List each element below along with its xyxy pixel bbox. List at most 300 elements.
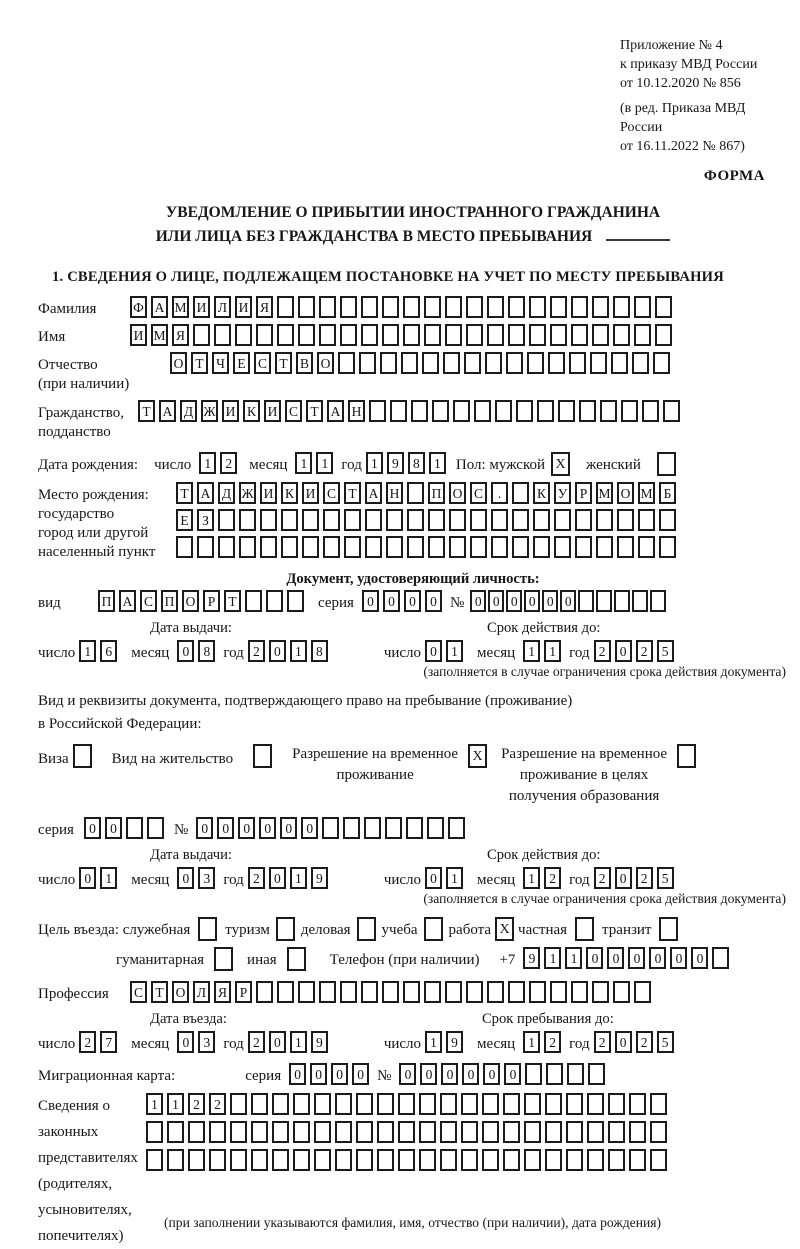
char-box[interactable]: 1: [523, 1031, 540, 1053]
char-box[interactable]: Ж: [201, 400, 218, 422]
char-box[interactable]: 0: [259, 817, 276, 839]
char-box[interactable]: 1: [79, 640, 96, 662]
birthplace-input-row-1[interactable]: [176, 482, 680, 504]
char-box[interactable]: [281, 509, 298, 531]
char-box[interactable]: [550, 981, 567, 1003]
char-box[interactable]: [503, 1121, 520, 1143]
char-box[interactable]: 0: [217, 817, 234, 839]
char-box[interactable]: 0: [615, 1031, 632, 1053]
char-box[interactable]: [302, 536, 319, 558]
char-box[interactable]: [323, 509, 340, 531]
migration-series-input[interactable]: [289, 1063, 373, 1085]
char-box[interactable]: [495, 400, 512, 422]
char-box[interactable]: [314, 1093, 331, 1115]
char-box[interactable]: 1: [167, 1093, 184, 1115]
residence-permit-checkbox[interactable]: [253, 744, 272, 768]
char-box[interactable]: [592, 296, 609, 318]
char-box[interactable]: [422, 352, 439, 374]
char-box[interactable]: [608, 1149, 625, 1171]
char-box[interactable]: [550, 296, 567, 318]
char-box[interactable]: [256, 324, 273, 346]
char-box[interactable]: 0: [470, 590, 486, 612]
char-box[interactable]: 2: [636, 640, 653, 662]
char-box[interactable]: [256, 981, 273, 1003]
char-box[interactable]: 2: [594, 1031, 611, 1053]
char-box[interactable]: Р: [203, 590, 220, 612]
char-box[interactable]: [487, 324, 504, 346]
char-box[interactable]: А: [159, 400, 176, 422]
char-box[interactable]: А: [365, 482, 382, 504]
char-box[interactable]: [634, 296, 651, 318]
char-box[interactable]: [126, 817, 143, 839]
char-box[interactable]: [319, 981, 336, 1003]
char-box[interactable]: [529, 324, 546, 346]
char-box[interactable]: [487, 296, 504, 318]
char-box[interactable]: [147, 817, 164, 839]
doc-type-input[interactable]: [98, 590, 308, 612]
char-box[interactable]: 0: [586, 947, 603, 969]
char-box[interactable]: 2: [248, 640, 265, 662]
char-box[interactable]: П: [98, 590, 115, 612]
char-box[interactable]: 6: [100, 640, 117, 662]
char-box[interactable]: [546, 1063, 563, 1085]
char-box[interactable]: [356, 1093, 373, 1115]
permit-valid-year-input[interactable]: [594, 867, 678, 889]
char-box[interactable]: [638, 536, 655, 558]
char-box[interactable]: [377, 1149, 394, 1171]
char-box[interactable]: [545, 1093, 562, 1115]
purpose-official-checkbox[interactable]: [198, 917, 217, 941]
char-box[interactable]: [566, 1149, 583, 1171]
char-box[interactable]: [592, 981, 609, 1003]
char-box[interactable]: [281, 536, 298, 558]
char-box[interactable]: 2: [594, 640, 611, 662]
char-box[interactable]: [272, 1149, 289, 1171]
char-box[interactable]: [566, 1093, 583, 1115]
char-box[interactable]: Б: [659, 482, 676, 504]
visa-checkbox[interactable]: [73, 744, 92, 768]
char-box[interactable]: [419, 1093, 436, 1115]
char-box[interactable]: [361, 296, 378, 318]
char-box[interactable]: [558, 400, 575, 422]
char-box[interactable]: [524, 1093, 541, 1115]
char-box[interactable]: [537, 400, 554, 422]
char-box[interactable]: [419, 1149, 436, 1171]
char-box[interactable]: [629, 1149, 646, 1171]
char-box[interactable]: [567, 1063, 584, 1085]
char-box[interactable]: [596, 509, 613, 531]
char-box[interactable]: [638, 509, 655, 531]
entry-day-input[interactable]: [79, 1031, 121, 1053]
char-box[interactable]: [260, 509, 277, 531]
char-box[interactable]: Ж: [239, 482, 256, 504]
char-box[interactable]: [176, 536, 193, 558]
sex-female-checkbox[interactable]: [657, 452, 676, 476]
char-box[interactable]: [214, 324, 231, 346]
char-box[interactable]: [432, 400, 449, 422]
char-box[interactable]: [319, 324, 336, 346]
entry-year-input[interactable]: [248, 1031, 332, 1053]
char-box[interactable]: [298, 324, 315, 346]
char-box[interactable]: Т: [138, 400, 155, 422]
char-box[interactable]: [445, 981, 462, 1003]
char-box[interactable]: 1: [565, 947, 582, 969]
permit-valid-month-input[interactable]: [523, 867, 565, 889]
char-box[interactable]: А: [197, 482, 214, 504]
char-box[interactable]: [356, 1149, 373, 1171]
char-box[interactable]: [453, 400, 470, 422]
char-box[interactable]: 2: [248, 1031, 265, 1053]
char-box[interactable]: 1: [429, 452, 446, 474]
char-box[interactable]: Н: [348, 400, 365, 422]
char-box[interactable]: 0: [615, 867, 632, 889]
id-issue-month-input[interactable]: [177, 640, 219, 662]
char-box[interactable]: [403, 981, 420, 1003]
char-box[interactable]: [632, 352, 649, 374]
char-box[interactable]: Е: [176, 509, 193, 531]
given-name-input[interactable]: [130, 324, 676, 346]
char-box[interactable]: 0: [560, 590, 576, 612]
char-box[interactable]: [554, 509, 571, 531]
char-box[interactable]: [146, 1149, 163, 1171]
char-box[interactable]: [364, 817, 381, 839]
char-box[interactable]: [588, 1063, 605, 1085]
char-box[interactable]: Р: [235, 981, 252, 1003]
char-box[interactable]: 1: [290, 867, 307, 889]
char-box[interactable]: 0: [542, 590, 558, 612]
char-box[interactable]: [344, 509, 361, 531]
char-box[interactable]: 2: [544, 867, 561, 889]
id-valid-year-input[interactable]: [594, 640, 678, 662]
char-box[interactable]: [613, 324, 630, 346]
char-box[interactable]: [403, 296, 420, 318]
char-box[interactable]: 5: [657, 640, 674, 662]
char-box[interactable]: [424, 981, 441, 1003]
char-box[interactable]: 9: [311, 867, 328, 889]
doc-number-input[interactable]: [470, 590, 668, 612]
char-box[interactable]: [277, 296, 294, 318]
char-box[interactable]: 0: [483, 1063, 500, 1085]
char-box[interactable]: П: [428, 482, 445, 504]
char-box[interactable]: [466, 296, 483, 318]
char-box[interactable]: О: [172, 981, 189, 1003]
char-box[interactable]: [659, 509, 676, 531]
char-box[interactable]: [613, 296, 630, 318]
char-box[interactable]: К: [243, 400, 260, 422]
entry-month-input[interactable]: [177, 1031, 219, 1053]
char-box[interactable]: [440, 1149, 457, 1171]
char-box[interactable]: 3: [198, 867, 215, 889]
char-box[interactable]: 0: [301, 817, 318, 839]
char-box[interactable]: 2: [188, 1093, 205, 1115]
id-issue-year-input[interactable]: [248, 640, 332, 662]
char-box[interactable]: [335, 1093, 352, 1115]
char-box[interactable]: [587, 1149, 604, 1171]
char-box[interactable]: [621, 400, 638, 422]
sex-male-checkbox[interactable]: X: [551, 452, 570, 476]
stay-month-input[interactable]: [523, 1031, 565, 1053]
char-box[interactable]: [650, 1121, 667, 1143]
char-box[interactable]: 0: [331, 1063, 348, 1085]
char-box[interactable]: 0: [524, 590, 540, 612]
char-box[interactable]: [419, 1121, 436, 1143]
char-box[interactable]: [650, 590, 666, 612]
id-valid-month-input[interactable]: [523, 640, 565, 662]
purpose-other-checkbox[interactable]: [287, 947, 306, 971]
purpose-study-checkbox[interactable]: [424, 917, 443, 941]
char-box[interactable]: .: [491, 482, 508, 504]
char-box[interactable]: [411, 400, 428, 422]
char-box[interactable]: 0: [506, 590, 522, 612]
id-valid-day-input[interactable]: [425, 640, 467, 662]
char-box[interactable]: 0: [352, 1063, 369, 1085]
char-box[interactable]: И: [130, 324, 147, 346]
char-box[interactable]: 0: [628, 947, 645, 969]
char-box[interactable]: [314, 1149, 331, 1171]
char-box[interactable]: [663, 400, 680, 422]
birth-day-input[interactable]: [199, 452, 241, 474]
char-box[interactable]: 0: [177, 640, 194, 662]
char-box[interactable]: [427, 817, 444, 839]
char-box[interactable]: 0: [196, 817, 213, 839]
char-box[interactable]: Н: [386, 482, 403, 504]
char-box[interactable]: [406, 817, 423, 839]
char-box[interactable]: [445, 296, 462, 318]
char-box[interactable]: [361, 981, 378, 1003]
char-box[interactable]: [461, 1093, 478, 1115]
char-box[interactable]: С: [140, 590, 157, 612]
char-box[interactable]: 8: [311, 640, 328, 662]
char-box[interactable]: [590, 352, 607, 374]
char-box[interactable]: [550, 324, 567, 346]
char-box[interactable]: [377, 1093, 394, 1115]
char-box[interactable]: 0: [79, 867, 96, 889]
char-box[interactable]: Р: [575, 482, 592, 504]
char-box[interactable]: [629, 1093, 646, 1115]
char-box[interactable]: М: [172, 296, 189, 318]
permit-number-input[interactable]: [196, 817, 469, 839]
char-box[interactable]: [617, 536, 634, 558]
char-box[interactable]: В: [296, 352, 313, 374]
char-box[interactable]: И: [193, 296, 210, 318]
char-box[interactable]: 1: [100, 867, 117, 889]
char-box[interactable]: 0: [105, 817, 122, 839]
char-box[interactable]: О: [317, 352, 334, 374]
char-box[interactable]: [302, 509, 319, 531]
char-box[interactable]: [482, 1149, 499, 1171]
char-box[interactable]: [390, 400, 407, 422]
char-box[interactable]: [524, 1149, 541, 1171]
char-box[interactable]: 0: [399, 1063, 416, 1085]
char-box[interactable]: 9: [311, 1031, 328, 1053]
char-box[interactable]: 1: [316, 452, 333, 474]
char-box[interactable]: М: [151, 324, 168, 346]
char-box[interactable]: [407, 536, 424, 558]
char-box[interactable]: [632, 590, 648, 612]
char-box[interactable]: [569, 352, 586, 374]
char-box[interactable]: 0: [238, 817, 255, 839]
char-box[interactable]: [361, 324, 378, 346]
char-box[interactable]: 2: [636, 867, 653, 889]
char-box[interactable]: Л: [193, 981, 210, 1003]
char-box[interactable]: [230, 1149, 247, 1171]
stay-year-input[interactable]: [594, 1031, 678, 1053]
char-box[interactable]: [470, 536, 487, 558]
char-box[interactable]: О: [449, 482, 466, 504]
id-issue-day-input[interactable]: [79, 640, 121, 662]
char-box[interactable]: [167, 1149, 184, 1171]
char-box[interactable]: [188, 1149, 205, 1171]
char-box[interactable]: [356, 1121, 373, 1143]
char-box[interactable]: 1: [446, 867, 463, 889]
char-box[interactable]: [516, 400, 533, 422]
char-box[interactable]: [578, 590, 594, 612]
char-box[interactable]: [277, 981, 294, 1003]
char-box[interactable]: [634, 981, 651, 1003]
char-box[interactable]: [596, 536, 613, 558]
char-box[interactable]: [340, 981, 357, 1003]
char-box[interactable]: [600, 400, 617, 422]
char-box[interactable]: [443, 352, 460, 374]
char-box[interactable]: [512, 536, 529, 558]
char-box[interactable]: [617, 509, 634, 531]
purpose-business-checkbox[interactable]: [357, 917, 376, 941]
char-box[interactable]: 0: [310, 1063, 327, 1085]
char-box[interactable]: 0: [607, 947, 624, 969]
char-box[interactable]: [335, 1149, 352, 1171]
doc-series-input[interactable]: [362, 590, 446, 612]
char-box[interactable]: [293, 1121, 310, 1143]
char-box[interactable]: [440, 1093, 457, 1115]
char-box[interactable]: [503, 1093, 520, 1115]
char-box[interactable]: Я: [214, 981, 231, 1003]
char-box[interactable]: [592, 324, 609, 346]
representatives-input-row-2[interactable]: [146, 1121, 671, 1143]
char-box[interactable]: 0: [420, 1063, 437, 1085]
char-box[interactable]: 0: [177, 1031, 194, 1053]
char-box[interactable]: [386, 509, 403, 531]
char-box[interactable]: Ф: [130, 296, 147, 318]
char-box[interactable]: [239, 536, 256, 558]
char-box[interactable]: [424, 324, 441, 346]
permit-issue-month-input[interactable]: [177, 867, 219, 889]
char-box[interactable]: 1: [425, 1031, 442, 1053]
char-box[interactable]: 0: [362, 590, 379, 612]
char-box[interactable]: [524, 1121, 541, 1143]
char-box[interactable]: Я: [256, 296, 273, 318]
char-box[interactable]: [506, 352, 523, 374]
char-box[interactable]: И: [235, 296, 252, 318]
char-box[interactable]: [424, 296, 441, 318]
char-box[interactable]: Т: [224, 590, 241, 612]
char-box[interactable]: О: [170, 352, 187, 374]
char-box[interactable]: [343, 817, 360, 839]
char-box[interactable]: [230, 1121, 247, 1143]
char-box[interactable]: Я: [172, 324, 189, 346]
char-box[interactable]: [235, 324, 252, 346]
char-box[interactable]: У: [554, 482, 571, 504]
char-box[interactable]: [193, 324, 210, 346]
char-box[interactable]: И: [264, 400, 281, 422]
char-box[interactable]: 2: [209, 1093, 226, 1115]
char-box[interactable]: [293, 1149, 310, 1171]
purpose-private-checkbox[interactable]: [575, 917, 594, 941]
char-box[interactable]: 2: [636, 1031, 653, 1053]
permit-series-input[interactable]: [84, 817, 168, 839]
char-box[interactable]: [340, 324, 357, 346]
char-box[interactable]: 2: [594, 867, 611, 889]
char-box[interactable]: [403, 324, 420, 346]
char-box[interactable]: [653, 352, 670, 374]
char-box[interactable]: [340, 296, 357, 318]
char-box[interactable]: 1: [146, 1093, 163, 1115]
char-box[interactable]: 9: [523, 947, 540, 969]
purpose-tourism-checkbox[interactable]: [276, 917, 295, 941]
char-box[interactable]: [260, 536, 277, 558]
char-box[interactable]: [197, 536, 214, 558]
char-box[interactable]: [398, 1093, 415, 1115]
char-box[interactable]: [382, 296, 399, 318]
char-box[interactable]: 1: [523, 640, 540, 662]
char-box[interactable]: [335, 1121, 352, 1143]
char-box[interactable]: [527, 352, 544, 374]
char-box[interactable]: Т: [306, 400, 323, 422]
char-box[interactable]: [298, 296, 315, 318]
char-box[interactable]: [445, 324, 462, 346]
char-box[interactable]: [385, 817, 402, 839]
char-box[interactable]: С: [130, 981, 147, 1003]
char-box[interactable]: [503, 1149, 520, 1171]
birthplace-input-row-3[interactable]: [176, 536, 680, 558]
char-box[interactable]: [533, 509, 550, 531]
char-box[interactable]: [298, 981, 315, 1003]
char-box[interactable]: [587, 1121, 604, 1143]
char-box[interactable]: 0: [269, 640, 286, 662]
char-box[interactable]: 0: [289, 1063, 306, 1085]
char-box[interactable]: [655, 324, 672, 346]
char-box[interactable]: [230, 1093, 247, 1115]
char-box[interactable]: [634, 324, 651, 346]
char-box[interactable]: [344, 536, 361, 558]
char-box[interactable]: [482, 1121, 499, 1143]
char-box[interactable]: [398, 1149, 415, 1171]
birthplace-input-row-2[interactable]: [176, 509, 680, 531]
char-box[interactable]: С: [285, 400, 302, 422]
char-box[interactable]: [314, 1121, 331, 1143]
char-box[interactable]: [365, 536, 382, 558]
char-box[interactable]: [272, 1121, 289, 1143]
char-box[interactable]: [533, 536, 550, 558]
temp-permit-checkbox[interactable]: X: [468, 744, 487, 768]
char-box[interactable]: [440, 1121, 457, 1143]
char-box[interactable]: 0: [649, 947, 666, 969]
char-box[interactable]: [491, 536, 508, 558]
char-box[interactable]: Т: [344, 482, 361, 504]
char-box[interactable]: [529, 296, 546, 318]
char-box[interactable]: [382, 324, 399, 346]
char-box[interactable]: [449, 509, 466, 531]
char-box[interactable]: А: [327, 400, 344, 422]
char-box[interactable]: [377, 1121, 394, 1143]
char-box[interactable]: 0: [441, 1063, 458, 1085]
char-box[interactable]: [611, 352, 628, 374]
char-box[interactable]: [485, 352, 502, 374]
permit-valid-day-input[interactable]: [425, 867, 467, 889]
char-box[interactable]: С: [323, 482, 340, 504]
char-box[interactable]: П: [161, 590, 178, 612]
char-box[interactable]: [571, 296, 588, 318]
char-box[interactable]: И: [260, 482, 277, 504]
